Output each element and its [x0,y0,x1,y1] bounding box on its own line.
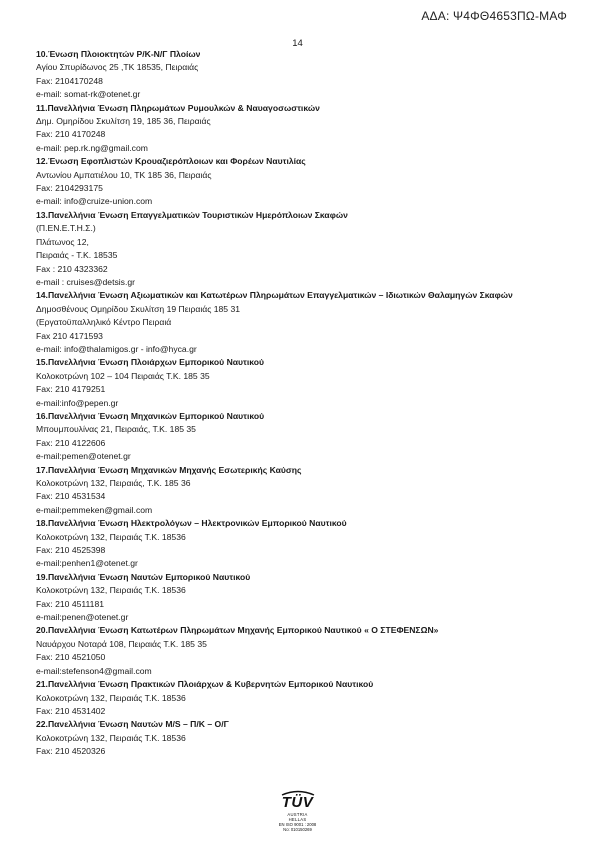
tuv-logo [280,790,316,809]
entry-email: e-mail: info@cruize-union.com [36,196,153,207]
entry-title: 10.Ένωση Πλοιοκτητών Ρ/Κ-Ν/Γ Πλοίων [36,49,201,59]
entry-email: e-mail:pemmeken@gmail.com [36,504,153,515]
entry-address-line: Μπουμπουλίνας 21, Πειραιάς, Τ.Κ. 185 35 [36,424,196,435]
entry-title: 11.Πανελλήνια Ένωση Πληρωμάτων Ρυμουλκών & Ναυαγοσωστικών [36,102,320,113]
page-number: 14 [292,38,303,49]
entry-email: e-mail:penen@otenet.gr [36,612,129,623]
entry-fax: Fax: 210 4531402 [36,705,106,716]
entry-title: 16.Πανελλήνια Ένωση Μηχανικών Εμπορικού Ναυτικού [36,410,265,421]
entry-title: 22.Πανελλήνια Ένωση Ναυτών Μ/S – Π/Κ – Ο/Γ [36,719,229,730]
entry-title: 12.Ένωση Εφοπλιστών Κρουαζιερόπλοιων και Φορέων Ναυτιλίας [36,156,306,167]
entry-address-line: Πλάτωνος 12, [36,236,89,247]
entry-fax: Fax: 210 4170248 [36,129,106,140]
entry-email: e-mail:penhen1@otenet.gr [36,558,138,569]
entry-address-line: Κολοκοτρώνη 102 – 104 Πειραιάς Τ.Κ. 185 35 [36,370,210,381]
logo-sub-austria: AUSTRIA [287,812,308,817]
list-item [36,356,562,410]
entry-email: e-mail:pemen@otenet.gr [36,451,131,462]
entry-fax: Fax 210 4171593 [36,330,103,341]
list-item [36,718,562,758]
list-item [36,517,562,571]
list-item [36,289,562,356]
entry-address-line: Δημ. Ομηρίδου Σκυλίτση 19, 185 36, Πειραιάς [36,116,211,127]
list-item [36,464,562,518]
entry-fax: Fax : 210 4323362 [36,263,108,274]
entry-email: e-mail:info@pepen.gr [36,397,119,408]
logo-sub-hellas: HELLAS [288,817,307,822]
list-item [36,102,562,156]
entry-address-line: Πειραιάς - Τ.Κ. 18535 [36,250,118,261]
entry-title: 17.Πανελλήνια Ένωση Μηχανικών Μηχανής Εσωτερικής Καύσης [36,464,302,475]
entry-email: e-mail: pep.rk.ng@gmail.com [36,142,148,153]
entry-address-line: Αγίου Σπυρίδωνος 25 ,ΤΚ 18535, Πειραιάς [36,62,199,73]
entry-fax: Fax: 2104170248 [36,75,103,86]
entry-fax: Fax: 210 4122606 [36,437,106,448]
entry-fax: Fax: 210 4511181 [36,598,105,609]
cert-number: No: 010150269 [283,827,312,832]
logo-text: TÜV [281,794,314,811]
entry-title: 15.Πανελλήνια Ένωση Πλοιάρχων Εμπορικού Ναυτικού [36,357,265,368]
entry-email: e-mail : cruises@detsis.gr [36,276,135,287]
cert-standard: EN ISO 9001 : 2008 [278,822,317,827]
entry-fax: Fax: 2104293175 [36,183,103,194]
list-item [36,624,562,678]
entry-fax: Fax: 210 4525398 [36,545,106,556]
list-item [36,155,562,209]
list-item [36,48,562,102]
entry-email: e-mail: info@thalamigos.gr - info@hyca.gr [36,343,197,354]
entry-email: e-mail: somat-rk@otenet.gr [36,89,141,100]
list-item [36,571,562,625]
list-item [36,410,562,464]
entry-address-line: Κολοκοτρώνη 132, Πειραιάς Τ.Κ. 18536 [36,531,186,542]
entry-title: 21.Πανελλήνια Ένωση Πρακτικών Πλοιάρχων & Κυβερνητών Εμπορικού Ναυτικού [36,679,374,690]
list-item [36,209,562,289]
list-item [36,678,562,718]
organization-list [36,48,562,759]
entry-address-line: Κολοκοτρώνη 132, Πειραιάς Τ.Κ. 18536 [36,585,186,596]
entry-address-line: Κολοκοτρώνη 132, Πειραιάς, Τ.Κ. 185 36 [36,478,191,488]
entry-title: 19.Πανελλήνια Ένωση Ναυτών Εμπορικού Ναυτικού [36,571,251,582]
entry-address-line: (Εργατοϋπαλληλικό Κέντρο Πειραιά [36,317,172,328]
entry-address-line: Κολοκοτρώνη 132, Πειραιάς Τ.Κ. 18536 [36,692,186,703]
ada-code: ΑΔΑ: Ψ4ΦΘ4653ΠΩ-ΜΑΦ [421,9,567,23]
entry-address-line: Δημοσθένους Ομηρίδου Σκυλίτση 19 Πειραιάς 185 31 [36,303,241,314]
entry-title: 13.Πανελλήνια Ένωση Επαγγελματικών Τουριστικών Ημερόπλοιων Σκαφών [36,209,348,220]
entry-title: 20.Πανελλήνια Ένωση Κατωτέρων Πληρωμάτων Μηχανής Εμπορικού Ναυτικού « Ο ΣΤΕΦΕΝΣΩΝ» [36,625,439,636]
entry-address-line: Αντωνίου Αμπατιέλου 10, ΤΚ 185 36, Πειραιάς [36,169,212,180]
entry-address-line: Ναυάρχου Νοταρά 108, Πειραιάς Τ.Κ. 185 35 [36,638,207,649]
entry-title: 18.Πανελλήνια Ένωση Ηλεκτρολόγων – Ηλεκτρονικών Εμπορικού Ναυτικού [36,518,347,529]
entry-fax: Fax: 210 4520326 [36,746,106,757]
entry-address-line: Κολοκοτρώνη 132, Πειραιάς Τ.Κ. 18536 [36,732,186,743]
entry-email: e-mail:stefenson4@gmail.com [36,665,152,676]
entry-address-line: (Π.ΕΝ.Ε.Τ.Η.Σ.) [36,223,96,234]
entry-fax: Fax: 210 4179251 [36,384,106,395]
entry-fax: Fax: 210 4521050 [36,652,106,663]
entry-fax: Fax: 210 4531534 [36,491,106,502]
footer [0,790,595,832]
entry-title: 14.Πανελλήνια Ένωση Αξιωματικών και Κατωτέρων Πληρωμάτων Επαγγελματικών – Ιδιωτικών Θαλαμηγών Σκαφών [36,290,513,301]
